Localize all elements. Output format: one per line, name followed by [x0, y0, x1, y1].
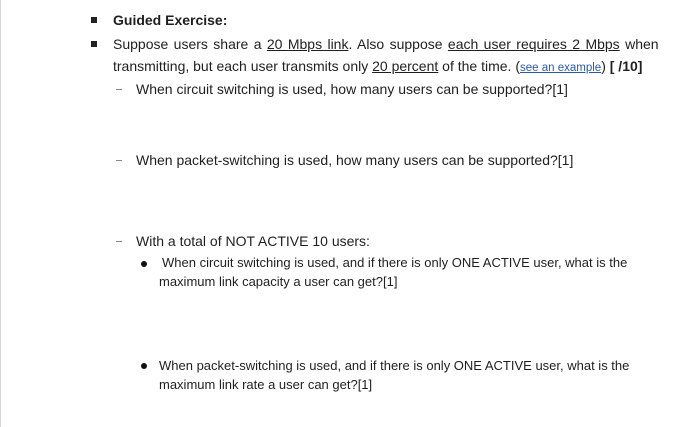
square-bullet-icon — [91, 41, 97, 47]
sub-question-2-line-2: maximum link rate a user can get?[1] — [159, 377, 373, 392]
problem-text: of the time. ( — [438, 58, 520, 74]
sub-question-1-line-2: maximum link capacity a user can get?[1] — [159, 274, 398, 289]
dash-bullet-icon — [116, 89, 122, 90]
page-edge — [0, 0, 1, 427]
question-2: When packet-switching is used, how many users can be supported?[1] — [136, 152, 574, 168]
marks-label: [ /10] — [609, 58, 643, 74]
problem-text: transmitting, but each user transmits only — [113, 58, 373, 74]
problem-text: ) — [601, 58, 610, 74]
square-bullet-icon — [91, 17, 97, 23]
question-3: With a total of NOT ACTIVE 10 users: — [136, 233, 370, 249]
sub-question-1-line-1: When circuit switching is used, and if there is only ONE ACTIVE user, what is the — [162, 255, 628, 270]
round-bullet-icon — [141, 363, 147, 369]
problem-text: Suppose users share a — [113, 36, 267, 52]
round-bullet-icon — [141, 261, 147, 267]
user-requirement: each user requires 2 Mbps — [447, 36, 620, 52]
problem-line-2 — [113, 57, 642, 77]
dash-bullet-icon — [116, 241, 122, 242]
active-fraction: 20 percent — [372, 58, 439, 74]
link-rate: 20 Mbps link — [266, 36, 349, 52]
problem-text: . Also suppose — [348, 36, 448, 52]
exercise-heading: Guided Exercise: — [113, 12, 228, 28]
problem-line-1 — [113, 35, 659, 53]
dash-bullet-icon — [116, 160, 122, 161]
problem-text: when — [619, 36, 659, 52]
sub-question-2-line-1: When packet-switching is used, and if there is only ONE ACTIVE user, what is the — [159, 358, 630, 373]
question-1: When circuit switching is used, how many users can be supported?[1] — [136, 81, 568, 97]
see-example-link[interactable]: see an example — [519, 62, 602, 74]
